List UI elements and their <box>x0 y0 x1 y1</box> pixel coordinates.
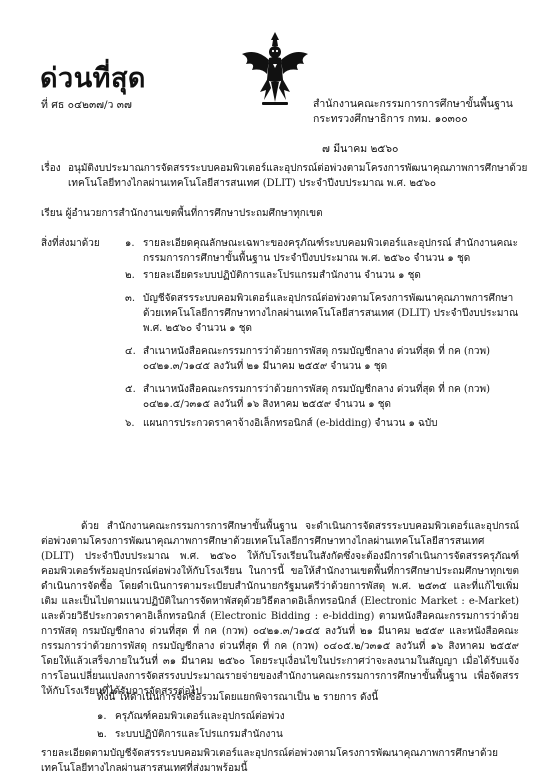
list-item: ๔. สำเนาหนังสือคณะกรรมการว่าด้วยการพัสดุ กรมบัญชีกลาง ด่วนที่สุด ที่ กค (กวพ) ๐๔๒๑.๓/ว๑๔๕ ลงวันที่ ๒๑ มีนาคม ๒๕๕๙ จำนวน ๑ ชุด <box>125 346 490 372</box>
body-paragraph: ด้วย สำนักงานคณะกรรมการการศึกษาขั้นพื้นฐาน จะดำเนินการจัดสรรระบบคอมพิวเตอร์และอุปกรณ์ต่อพ่วงตามโครงการพัฒนาคุณภาพการศึกษาด้วยเทคโนโลยีการศึกษาทางไกลผ่านเทคโนโลยีสารสนเทศ (DLIT) ประจำปีงบประมาณ พ.ศ. ๒๕๖๐ ให้กับโรงเรียนในสังกัดซึ่งจะต้องมีการดำเนินการจัดสรรครุภัณฑ์คอมพิวเตอร์พร้อมอุปกรณ์ต่อพ่วงให้กับโรงเรียน ในการนี้ ขอให้สำนักงานเขตพื้นที่การศึกษาประถมศึกษาทุกเขต ดำเนินการจัดซื้อ โดยดำเนินการตามระเบียบสำนักนายกรัฐมนตรีว่าด้วยการพัสดุ พ.ศ. ๒๕๓๕ และที่แก้ไขเพิ่มเติม และเป็นไปตามแนวปฏิบัติในการจัดหาพัสดุด้วยวิธีตลาดอิเล็กทรอนิกส์ (Electronic Market : e-Market) และด้วยวิธีประกวดราคาอิเล็กทรอนิกส์ (Electronic Bidding : e-bidding) ตามหนังสือคณะกรรมการว่าด้วยการพัสดุ กรมบัญชีกลาง ด่วนที่สุด ที่ กค (กวพ) ๐๔๒๑.๓/ว๑๔๕ ลงวันที่ ๒๑ มีนาคม ๒๕๕๙ และหนังสือคณะกรรมการว่าด้วยการพัสดุ กรมบัญชีกลาง ด่วนที่สุด ที่ กค (กวพ) ๐๔๐๕.๒/ว๓๑๕ ลงวันที่ ๑๖ สิงหาคม ๒๕๕๙ โดยให้แล้วเสร็จภายในวันที่ ๓๑ มีนาคม ๒๕๖๐ โดยระบุเงื่อนไขในประกาศว่าจะลงนามในสัญญา เมื่อได้รับแจ้งการโอนเปลี่ยนแปลงการจัดสรรงบประมาณรายจ่ายของสำนักงานคณะกรรมการการศึกษาขั้นพื้นฐาน เพื่อจัดสรรให้กับโรงเรียนที่ได้รับการจัดสรรต่อไป <box>41 521 519 697</box>
list-item: ๑. รายละเอียดคุณลักษณะเฉพาะของครุภัณฑ์ระบบคอมพิวเตอร์และอุปกรณ์ สำนักงานคณะกรรมการการศึกษาขั้นพื้นฐาน ประจำปีงบประมาณ พ.ศ. ๒๕๖๐ จำนวน ๑ ชุด <box>125 238 518 264</box>
issuing-office-name: สำนักงานคณะกรรมการการศึกษาขั้นพื้นฐาน <box>313 98 513 110</box>
list-item: ๑. ครุภัณฑ์คอมพิวเตอร์และอุปกรณ์ต่อพ่วง <box>97 711 285 722</box>
subject-text: อนุมัติงบประมาณการจัดสรรระบบคอมพิวเตอร์และอุปกรณ์ต่อพ่วงตามโครงการพัฒนาคุณภาพการศึกษาด้วยเทคโนโลยีทางไกลผ่านเทคโนโลยีสารสนเทศ (DLIT) ประจำปีงบประมาณ พ.ศ. ๒๕๖๐ <box>68 163 528 189</box>
procurement-intro: ทั้งนี้ ให้ดำเนินการจัดซื้อรวมโดยแยกพิจารณาเป็น ๒ รายการ ดังนี้ <box>97 692 379 703</box>
list-item: ๓. บัญชีจัดสรรระบบคอมพิวเตอร์และอุปกรณ์ต่อพ่วงตามโครงการพัฒนาคุณภาพการศึกษาด้วยเทคโนโลยีการศึกษาทางไกลผ่านเทคโนโลยีสารสนเทศ (DLIT) ประจำปีงบประมาณ พ.ศ. ๒๕๖๐ จำนวน ๑ ชุด <box>125 293 519 334</box>
document-date: ๗ มีนาคม ๒๕๖๐ <box>322 143 399 155</box>
closing-text: รายละเอียดตามบัญชีจัดสรรระบบคอมพิวเตอร์และอุปกรณ์ต่อพ่วงตามโครงการพัฒนาคุณภาพการศึกษาด้วยเทคโนโลยีทางไกลผ่านสารสนเทศที่ส่งมาพร้อมนี้ <box>41 748 499 774</box>
enclosures-label: สิ่งที่ส่งมาด้วย <box>41 238 100 249</box>
procurement-list <box>97 708 285 744</box>
list-item: ๕. สำเนาหนังสือคณะกรรมการว่าด้วยการพัสดุ กรมบัญชีกลาง ด่วนที่สุด ที่ กค (กวพ) ๐๔๒๑.๕/ว๓๑๕ ลงวันที่ ๑๖ สิงหาคม ๒๕๕๙ จำนวน ๑ ชุด <box>125 384 490 410</box>
urgent-stamp: ด่วนที่สุด <box>40 63 146 94</box>
issuing-office <box>313 97 513 127</box>
addressee: เรียน ผู้อำนวยการสำนักงานเขตพื้นที่การศึกษาประถมศึกษาทุกเขต <box>41 208 323 219</box>
list-item: ๖. แผนการประกวดราคาจ้างอิเล็กทรอนิกส์ (e-bidding) จำนวน ๑ ฉบับ <box>125 418 438 429</box>
enclosures-list <box>105 236 525 431</box>
issuing-office-address: กระทรวงศึกษาธิการ กทม. ๑๐๓๐๐ <box>313 113 468 125</box>
list-item: ๒. รายละเอียดระบบปฏิบัติการและโปรแกรมสำนักงาน จำนวน ๑ ชุด <box>125 270 421 281</box>
garuda-emblem-icon <box>238 28 312 110</box>
list-item: ๒. ระบบปฏิบัติการและโปรแกรมสำนักงาน <box>97 729 283 740</box>
document-number: ที่ ศธ ๐๔๒๓๗/ว ๓๗ <box>41 99 132 111</box>
subject-label: เรื่อง <box>41 163 61 174</box>
